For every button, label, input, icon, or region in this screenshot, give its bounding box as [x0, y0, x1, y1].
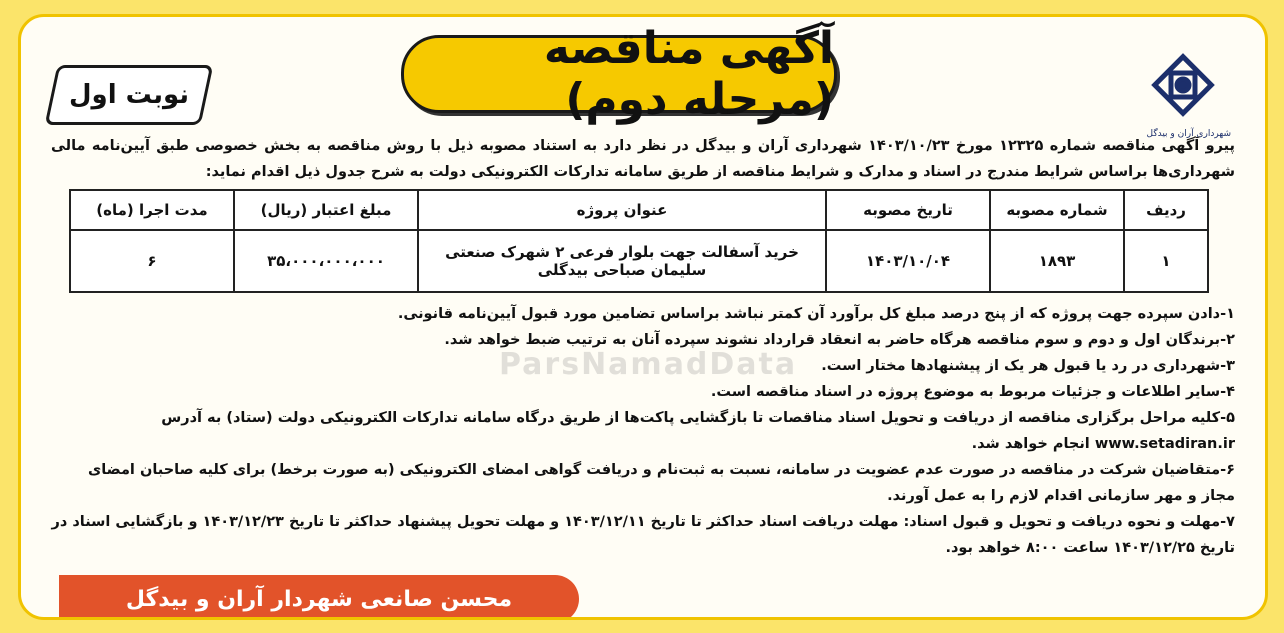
round-badge	[45, 65, 214, 125]
table-row	[70, 230, 1208, 292]
cell-approval-number: ۱۸۹۳	[990, 230, 1124, 292]
clause-6: ۶-متقاضیان شرکت در مناقصه در صورت عدم عضویت در سامانه، نسبت به ثبت‌نام و دریافت گواهی امضای الکترونیکی (به صورت برخط) برای کلیه صاحبان امضای مجاز و مهر سازمانی اقدام لازم را به عمل آورند.	[87, 462, 1235, 504]
notice-title	[401, 23, 837, 125]
clause-5: ۵-کلیه مراحل برگزاری مناقصه از دریافت و تحویل اسناد مناقصات تا بازگشایی پاکت‌ها از طریق درگاه سامانه تدارکات الکترونیکی دولت (ستاد) به آدرس www.setadiran.ir انجام خواهد شد.	[161, 410, 1235, 452]
tender-table	[69, 189, 1209, 293]
clauses-list	[51, 301, 1235, 561]
signature-banner	[59, 575, 579, 620]
cell-approval-date: ۱۴۰۳/۱۰/۰۴	[826, 230, 990, 292]
watermark: ParsNamadData	[499, 347, 798, 382]
clause-4: ۴-سایر اطلاعات و جزئیات مربوط به موضوع پروژه در اسناد مناقصه است.	[710, 384, 1235, 400]
col-header-approval-date: تاریخ مصوبه	[826, 190, 990, 230]
cell-budget: ۳۵،۰۰۰،۰۰۰،۰۰۰	[234, 230, 418, 292]
clause-7: ۷-مهلت و نحوه دریافت و تحویل و قبول اسناد: مهلت دریافت اسناد حداکثر تا تاریخ ۱۴۰۳/۱۲/۱۱ و مهلت تحویل پیشنهاد حداکثر تا تاریخ ۱۴۰۳/۱۲/۲۳ و بازگشایی اسناد در تاریخ ۱۴۰۳/۱۲/۲۵ ساعت ۸:۰۰ خواهد بود.	[51, 514, 1235, 556]
intro-line-1: پیرو آگهی مناقصه شماره ۱۲۳۲۵ مورخ ۱۴۰۳/۱۰/۲۳ شهرداری آران و بیدگل در نظر دارد به استناد مصوبه ذیل با روش مناقصه به بخش خصوصی طبق آیین‌نامه مالی شهرداری‌ها براساس شرایط	[51, 138, 1235, 180]
logo-caption: شهرداری آران و بیدگل	[1146, 129, 1231, 139]
cell-row-number: ۱	[1124, 230, 1208, 292]
intro-line-2: مندرج در اسناد و مدارک و شرایط مناقصه از طریق سامانه تدارکات الکترونیکی دولت به شرح جدول ذیل اقدام نماید:	[205, 164, 1030, 180]
round-badge-text: نوبت اول	[68, 80, 190, 110]
table-header-row	[70, 190, 1208, 230]
col-header-project-title: عنوان پروژه	[418, 190, 826, 230]
col-header-budget: مبلغ اعتبار (ریال)	[234, 190, 418, 230]
clause-1: ۱-دادن سپرده جهت پروژه که از پنج درصد مبلغ کل برآورد آن کمتر نباشد براساس تضامین مورد قبول آیین‌نامه قانونی.	[397, 306, 1235, 322]
cell-duration: ۶	[70, 230, 234, 292]
col-header-row-number: ردیف	[1124, 190, 1208, 230]
intro-paragraph	[51, 133, 1235, 185]
cell-project-title: خرید آسفالت جهت بلوار فرعی ۲ شهرک صنعتی سلیمان صباحی بیدگلی	[418, 230, 826, 292]
signature-text: محسن صانعی شهردار آران و بیدگل	[125, 586, 513, 612]
clause-3: ۳-شهرداری در رد یا قبول هر یک از پیشنهادها مختار است.	[821, 358, 1235, 374]
clause-2: ۲-برندگان اول و دوم و سوم مناقصه هرگاه حاضر به انعقاد قرارداد نشوند سپرده آنان به ترتیب ضبط خواهد شد.	[444, 332, 1235, 348]
notice-frame	[18, 14, 1268, 620]
col-header-approval-number: شماره مصوبه	[990, 190, 1124, 230]
notice-title-text: آگهی مناقصه (مرحله دوم)	[543, 23, 834, 125]
municipality-emblem-icon	[1141, 43, 1225, 127]
col-header-duration: مدت اجرا (ماه)	[70, 190, 234, 230]
